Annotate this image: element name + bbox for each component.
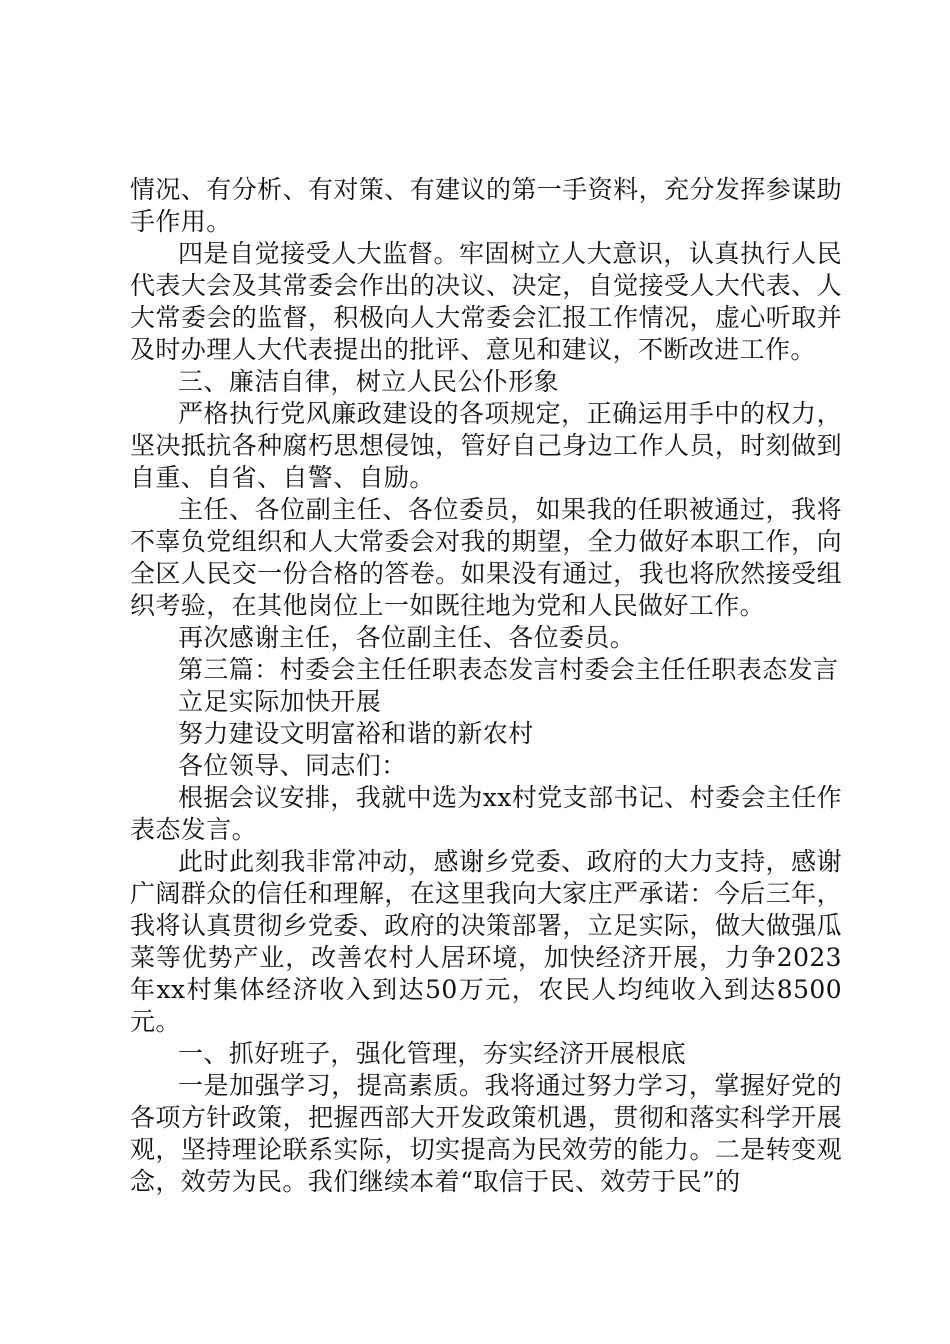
paragraph: 一是加强学习，提高素质。我将通过努力学习，掌握好党的各项方针政策，把握西部大开发政策机遇，贯彻和落实科学开展观，坚持理论联系实际，切实提高为民效劳的能力。二是转变观念，效劳为民。我们继续本着“取信于民、效劳于民”的 (130, 1071, 842, 1196)
article-title: 第三篇：村委会主任任职表态发言村委会主任任职表态发言 (178, 655, 839, 684)
document-body (130, 174, 842, 1198)
paragraph: 再次感谢主任，各位副主任、各位委员。 (178, 623, 636, 652)
paragraph: 情况、有分析、有对策、有建议的第一手资料，充分发挥参谋助手作用。 (130, 175, 842, 236)
paragraph: 主任、各位副主任、各位委员，如果我的任职被通过，我将不辜负党组织和人大常委会对我的期望，全力做好本职工作，向全区人民交一份合格的答卷。如果没有通过，我也将欣然接受组织考验，在其他岗位上一如既往地为党和人民做好工作。 (130, 495, 842, 620)
section-heading: 一、抓好班子，强化管理，夯实经济开展根底 (178, 1039, 687, 1068)
paragraph: 严格执行党风廉政建设的各项规定，正确运用手中的权力，坚决抵抗各种腐朽思想侵蚀，管好自己身边工作人员，时刻做到自重、自省、自警、自励。 (130, 399, 842, 492)
paragraph: 此时此刻我非常冲动，感谢乡党委、政府的大力支持，感谢广阔群众的信任和理解，在这里我向大家庄严承诺：今后三年，我将认真贯彻乡党委、政府的决策部署，立足实际，做大做强瓜菜等优势产业，改善农村人居环境，加快经济开展，力争2023年xx村集体经济收入到达50万元，农民人均纯收入到达8500元。 (130, 847, 842, 1036)
article-subtitle: 努力建设文明富裕和谐的新农村 (178, 719, 534, 748)
paragraph: 四是自觉接受人大监督。牢固树立人大意识，认真执行人民代表大会及其常委会作出的决议、决定，自觉接受人大代表、人大常委会的监督，积极向人大常委会汇报工作情况，虚心听取并及时办理人大代表提出的批评、意见和建议，不断改进工作。 (130, 239, 842, 364)
paragraph: 根据会议安排，我就中选为xx村党支部书记、村委会主任作表态发言。 (130, 783, 843, 844)
salutation: 各位领导、同志们： (178, 751, 407, 780)
article-subtitle: 立足实际加快开展 (178, 687, 382, 716)
section-heading: 三、廉洁自律，树立人民公仆形象 (178, 367, 560, 396)
